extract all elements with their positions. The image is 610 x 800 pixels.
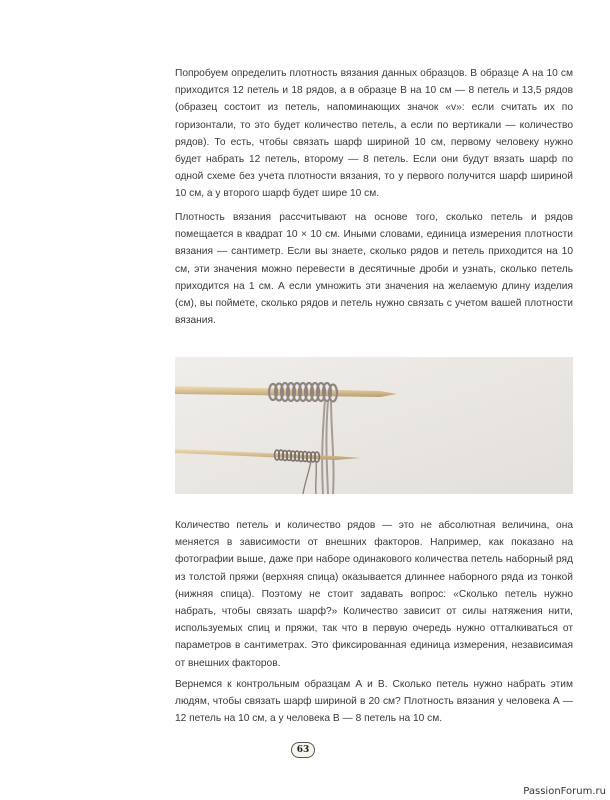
knitting-needles-photo — [175, 357, 573, 494]
paragraph-gauge-example: Попробуем определить плотность вязания данных образцов. В образце А на 10 см приходится 12 петель и 18 рядов, а в образце В на 10 см — 8 петель и 13,5 рядов (образец состоит из петель, напоминающих значок «v»: если считать их по горизонтали, то это будет количество петель, а если по вертикали — количество рядов). То есть, чтобы связать шарф шириной 10 см, первому человеку нужно будет набрать 12 петель, второму — 8 петель. Если они будут вязать шарф по одной схеме без учета плотности вязания, то у первого получится шарф шириной 10 см, а у второго шарф будет шире 10 см. — [175, 68, 573, 200]
watermark: PassionForum.ru — [523, 786, 606, 797]
paragraph-variability: Количество петель и количество рядов — это не абсолютная величина, она меняется в зависимости от внешних факторов. Например, как показано на фотографии выше, даже при наборе одинакового количества петель наборный ряд из толстой пряжи (верхняя спица) оказывается длиннее наборного ряда из тонкой (нижняя спица). Поэтому не стоит задавать вопрос: «Сколько петель нужно набрать, чтобы связать шарф?» Количество зависит от силы натяжения нити, используемых спиц и пряжи, так что в первую очередь нужно отталкиваться от параметров в сантиметрах. Это фиксированная единица измерения, независимая от внешних факторов. — [175, 520, 573, 669]
page-number: 63 — [291, 742, 315, 758]
paragraph-return-to-samples: Вернемся к контрольным образцам А и В. Сколько петель нужно набрать этим людям, чтобы связать шарф шириной в 20 см? Плотность вязания у человека А — 12 петель на 10 см, а у человека В — 8 петель на 10 см. — [175, 679, 573, 725]
needles-illustration — [175, 357, 573, 494]
paragraph-gauge-definition: Плотность вязания рассчитывают на основе того, сколько петель и рядов помещается в квадрат 10 × 10 см. Иными словами, единица измерения плотности вязания — сантиметр. Если вы знаете, сколько рядов и петель приходится на 10 см, эти значения можно перевести в десятичные дроби и узнать, сколько петель приходится на 1 см. А если умножить эти значения на желаемую длину изделия (см), вы поймете, сколько рядов и петель нужно связать с учетом вашей плотности вязания. — [175, 212, 573, 327]
